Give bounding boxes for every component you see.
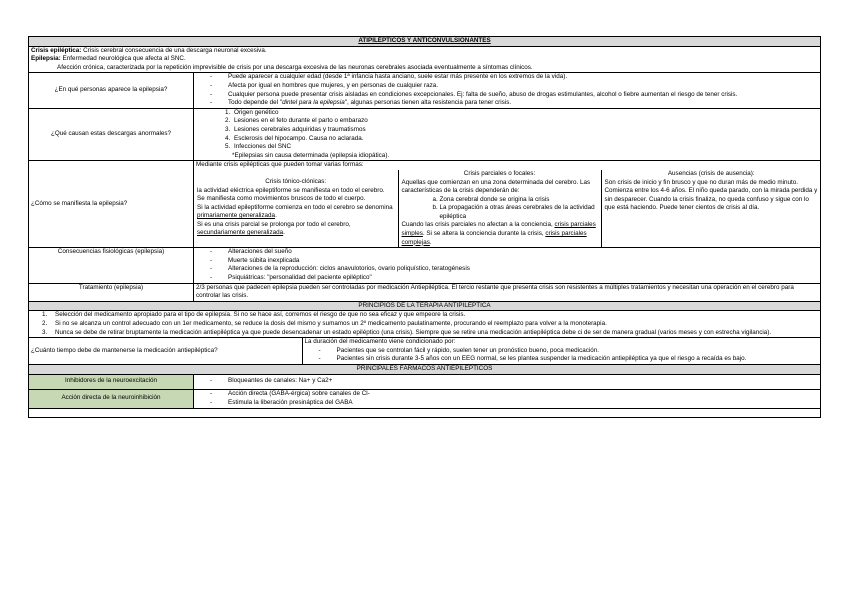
list-item: a. Zona cerebral donde se origina la crisis <box>440 196 598 205</box>
document-title: ATIPILÉPTICOS Y ANTICONVULSIONANTES <box>29 37 821 47</box>
tiempo-answer: La duración del medicamento viene condicionado por: - Pacientes que se controlan fácil y rápido, suelen tener un pronóstico bueno, poca medicación. - Pacientes sin crisis durante 3-5 años con un EEG normal, se les plantea suspender la medicación antiepiléptica ya que el riesgo a recaída es bajo. <box>302 338 821 364</box>
empty-row <box>29 408 821 417</box>
tiempo-question: ¿Cuánto tiempo debe de mantenerse la medicación antiepiléptica? <box>29 338 302 364</box>
tiempo-row <box>29 338 821 365</box>
document-page <box>28 36 820 418</box>
manifiesta-intro: Mediante crisis epilépticas que pueden tomar varias formas: <box>196 161 364 169</box>
list-item: - Muerte súbita inexplicada <box>210 257 818 266</box>
principios-cell <box>29 311 821 338</box>
list-item: 1. Origen genético <box>232 109 818 118</box>
manifiesta-question: ¿Cómo se manifiesta la epilepsia? <box>29 161 194 248</box>
farmaco-items <box>194 374 821 389</box>
list-item: - Acción directa (GABA-érgica) sobre canales de Cl- <box>210 390 818 399</box>
list-item: 1. Selección del medicamento apropiado para el tipo de epilepsia. Si no se hace así, corremos el riesgo de que no sea eficaz y que empeore la crisis. <box>49 311 814 320</box>
farmaco-items <box>194 389 821 408</box>
list-item: b. La propagación a otras áreas cerebrales de la actividad epiléptica <box>440 204 598 221</box>
tratamiento-row <box>29 283 821 301</box>
principios-title-row <box>29 301 821 311</box>
causas-answer <box>194 108 821 161</box>
causas-row <box>29 108 821 161</box>
quien-row <box>29 73 821 108</box>
farmaco-label: Acción directa de la neuroinhibición <box>29 389 194 408</box>
manifiesta-row <box>29 161 821 248</box>
manifiesta-answer <box>194 161 821 248</box>
farmaco-row <box>29 389 821 408</box>
empty-cell <box>29 408 821 417</box>
definitions-row <box>29 46 821 73</box>
list-item: - Estimula la liberación presináptica del GABA <box>210 399 818 408</box>
principios-title: PRINCIPIOS DE LA TERAPIA ANTIPILÉPTICA <box>29 301 821 311</box>
causas-note: *Epilepsias sin causa determinada (epilepsia idiopática). <box>232 151 390 159</box>
list-item: 5. Infecciones del SNC <box>232 143 818 152</box>
farmacos-title-row <box>29 364 821 374</box>
epilepsia-definition: Epilepsia: Enfermedad neurológica que afecta al SNC. <box>31 55 186 63</box>
crisis-types-table <box>194 170 821 247</box>
list-item: - Cualquier persona puede presentar crisis aisladas en condiciones excepcionales. Ej: falta de sueño, abuso de drogas estimulantes, alcohol o fiebre aumentan el riesgo de tener crisis. <box>210 91 818 100</box>
afeccion-text: Afección crónica, caracterizada por la repetición imprevisible de crisis por una descarga excesiva de las neuronas cerebrales asociada eventualmente a síntomas clínicos. <box>57 63 533 71</box>
main-table <box>28 36 821 418</box>
list-item: - Alteraciones del sueño <box>210 248 818 257</box>
list-item: - Bloqueantes de canales: Na+ y Ca2+ <box>210 377 818 386</box>
parciales-cell: Crisis parciales o focales: Aquellas que comienzan en una zona determinada del cerebro. Las características de la crisis dependerán de: a. Zona cerebral donde se origina la crisis b. La propagación a otras áreas cerebrales de la actividad epiléptica Cuando las crisis parciales no afectan a la conciencia, crisis parciales simples. Si se altera la conciencia durante la crisis, crisis parciales complejas. <box>398 170 601 247</box>
tonico-clonicas-cell: Crisis tónico-clónicas: la actividad eléctrica epileptiforme se manifiesta en todo el cerebro. Se manifiesta como movimientos bruscos de todo el cuerpo. Si la actividad epileptiforme comienza en todo el cerebro se denomina primariamente generalizada. Si es una crisis parcial se prolonga por todo el cerebro, secundariamente generalizada. <box>197 177 393 237</box>
farmaco-row <box>29 374 821 389</box>
principios-row <box>29 311 821 338</box>
list-item: - Psiquiátricas: "personalidad del paciente epiléptico" <box>210 274 818 283</box>
list-item: 3. Nunca se debe de retirar bruptamente la medicación antiepiléptica ya que puede desencadenar un estado epiléptico (una crisis). Siempre que se retire una medicación antiepiléptica debe ci de ser de manera gradual (varios meses y con estrecha vigilancia). <box>49 329 814 338</box>
title-row <box>29 37 821 47</box>
consecuencias-label: Consecuencias fisiológicas (epilepsia) <box>29 248 194 283</box>
farmaco-label: Inhibidores de la neuroexcitación <box>29 374 194 389</box>
list-item: - Afecta por igual en hombres que mujeres, y en personas de cualquier raza. <box>210 82 818 91</box>
ausencias-title: Ausencias (crisis de ausencia): <box>667 169 755 177</box>
quien-question: ¿En qué personas aparece la epilepsia? <box>29 73 194 108</box>
quien-list <box>196 73 818 107</box>
causas-question: ¿Qué causan estas descargas anormales? <box>29 108 194 161</box>
list-item: - Todo depende del "dintel para la epilepsia", algunas personas tienen alta resistencia para tener crisis. <box>210 99 818 108</box>
parciales-title: Crisis parciales o focales: <box>463 169 536 177</box>
list-item: - Pacientes que se controlan fácil y rápido, suelen tener un pronóstico bueno, poca medicación. <box>319 347 820 356</box>
tratamiento-label: Tratamiento (epilepsia) <box>29 283 194 301</box>
list-item: - Puede aparecer a cualquier edad (desde 1ª infancia hasta anciano, suele estar más presente en los extremos de la vida). <box>210 73 818 82</box>
list-item: 2. Lesiones en el feto durante el parto o embarazo <box>232 117 818 126</box>
tonico-title: Crisis tónico-clónicas: <box>265 177 327 185</box>
ausencias-cell: Ausencias (crisis de ausencia): Son crisis de inicio y fin brusco y que no duran más de medio minuto. Comienza entre los 4-6 años. El niño queda parado, con la mirada perdida y sin desparecer. Cuando la crisis finaliza, no queda confuso y sigue con lo que está haciendo. Puede tener cientos de crisis al día. <box>601 170 821 247</box>
tiempo-cell <box>29 338 821 365</box>
consecuencias-row <box>29 248 821 283</box>
list-item: 3. Lesiones cerebrales adquiridas y traumatismos <box>232 126 818 135</box>
farmacos-title: PRINCIPALES FÁRMACOS ANTIEPILEPTICOS <box>29 364 821 374</box>
list-item: - Pacientes sin crisis durante 3-5 años con un EEG normal, se les plantea suspender la medicación antiepiléptica ya que el riesgo a recaída es bajo. <box>319 355 820 364</box>
tratamiento-text: 2/3 personas que padecen epilepsia pueden ser controladas por medicación Antiepiléptica. El tercio restante que presenta crisis son resistentes a múltiples tratamientos y necesitan una operación en el cerebro para controlar las crisis. <box>194 283 821 301</box>
definitions-cell <box>29 46 821 73</box>
quien-answer <box>194 73 821 108</box>
crisis-definition: Crisis epiléptica: Crisis cerebral consecuencia de una descarga neuronal excesiva. <box>31 46 267 54</box>
list-item: - Alteraciones de la reproducción: ciclos anavulotorios, ovario poliquístico, teratogénesis <box>210 265 818 274</box>
consecuencias-answer <box>194 248 821 283</box>
list-item: 4. Esclerosis del hipocampo. Causa no aclarada. <box>232 135 818 144</box>
causas-list <box>196 109 818 152</box>
list-item: 2. Si no se alcanza un control adecuado con un 1er medicamento, se reduce la dosis del mismo y sumamos un 2º medicamento paulatinamente, procurando el reemplazo para volver a la monoterapia. <box>49 320 814 329</box>
